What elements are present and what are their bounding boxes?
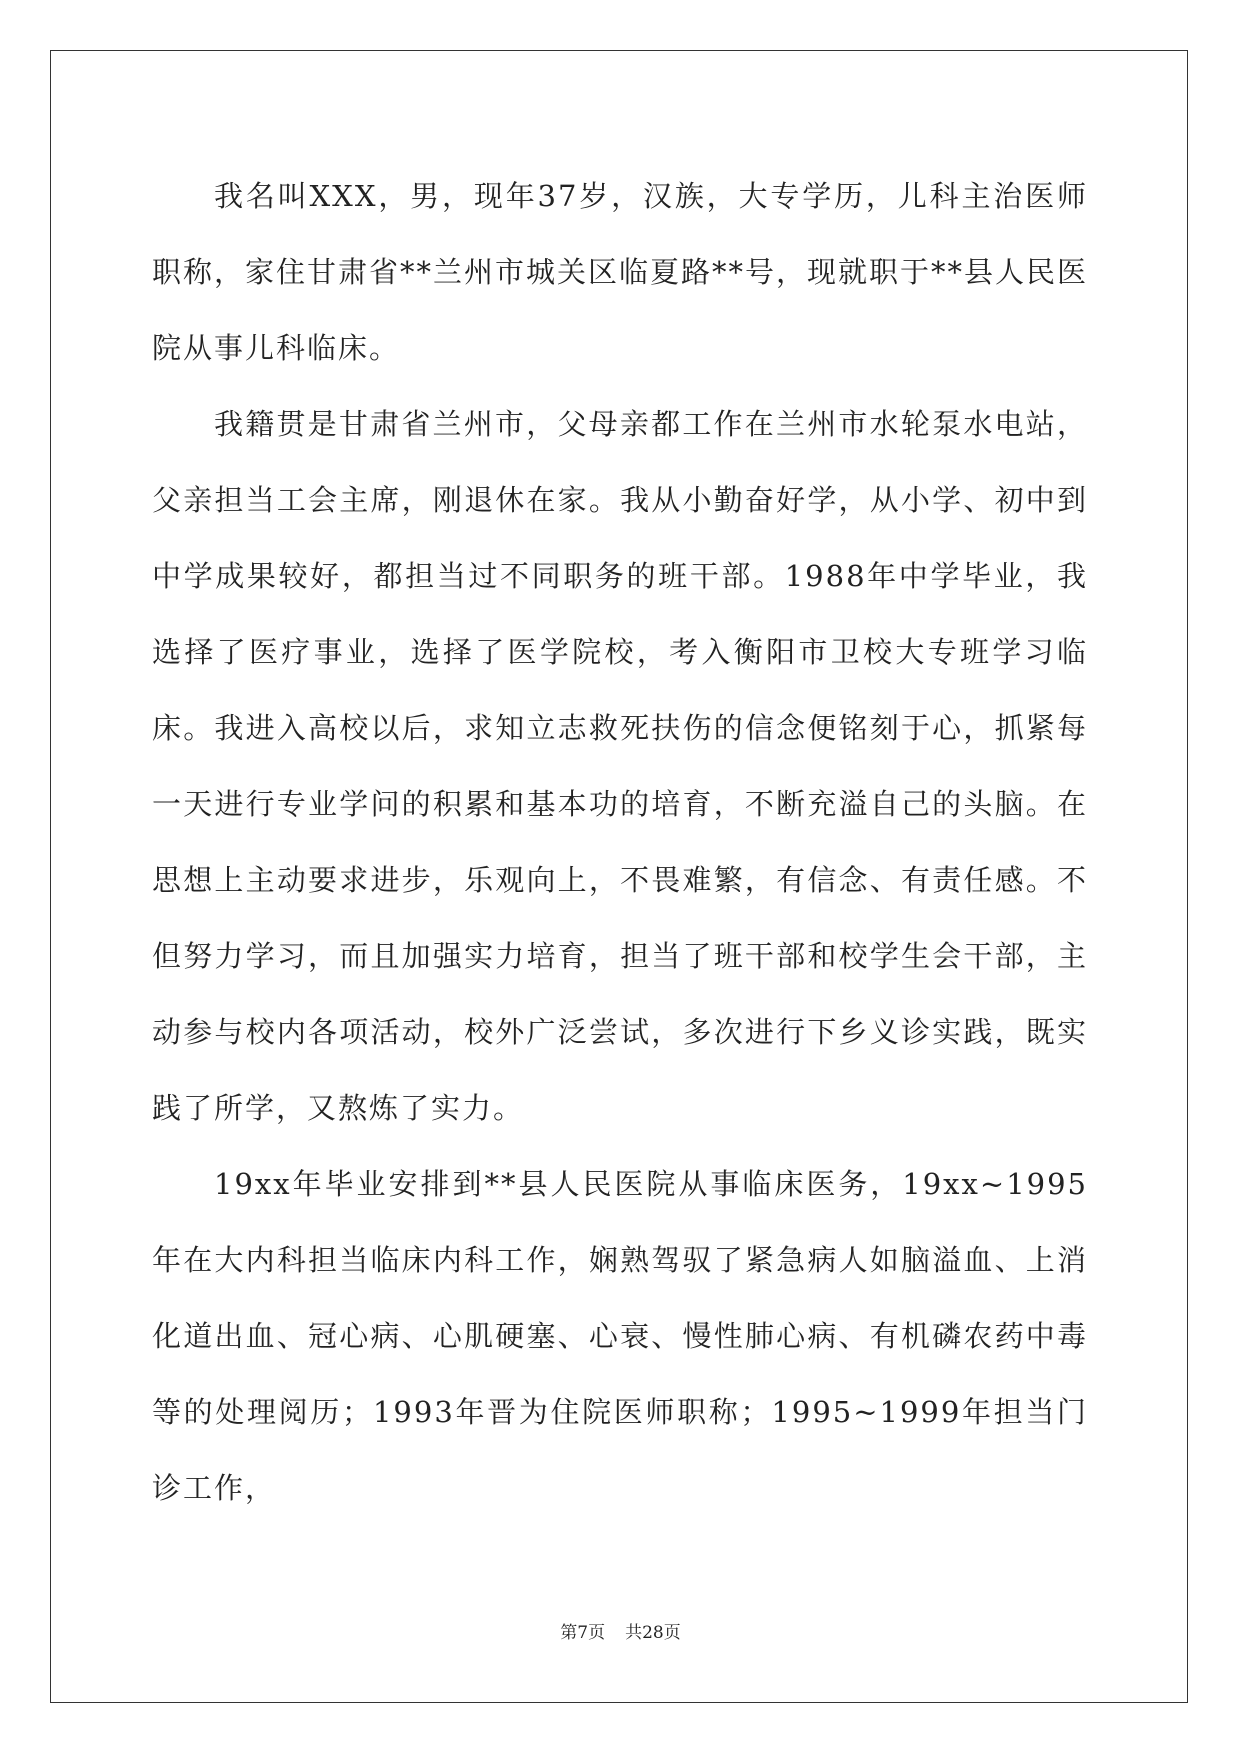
page-number: 第7页 (560, 1623, 606, 1643)
page-total: 共28页 (625, 1623, 681, 1643)
page-footer (0, 1618, 1241, 1643)
paragraph-1: 我名叫XXX，男，现年37岁，汉族，大专学历，儿科主治医师职称，家住甘肃省**兰州市城关区临夏路**号，现就职于**县人民医院从事儿科临床。 (152, 179, 1089, 365)
document-body (152, 158, 1088, 1526)
paragraph-3: 19xx年毕业安排到**县人民医院从事临床医务，19xx~1995年在大内科担当临床内科工作，娴熟驾驭了紧急病人如脑溢血、上消化道出血、冠心病、心肌硬塞、心衰、慢性肺心病、有机磷农药中毒等的处理阅历；1993年晋为住院医师职称；1995~1999年担当门诊工作， (152, 1167, 1088, 1505)
paragraph-2: 我籍贯是甘肃省兰州市，父母亲都工作在兰州市水轮泵水电站，父亲担当工会主席，刚退休在家。我从小勤奋好学，从小学、初中到中学成果较好，都担当过不同职务的班干部。1988年中学毕业，我选择了医疗事业，选择了医学院校，考入衡阳市卫校大专班学习临床。我进入高校以后，求知立志救死扶伤的信念便铭刻于心，抓紧每一天进行专业学问的积累和基本功的培育，不断充溢自己的头脑。在思想上主动要求进步，乐观向上，不畏难繁，有信念、有责任感。不但努力学习，而且加强实力培育，担当了班干部和校学生会干部，主动参与校内各项活动，校外广泛尝试，多次进行下乡义诊实践，既实践了所学，又熬炼了实力。 (152, 407, 1088, 1125)
